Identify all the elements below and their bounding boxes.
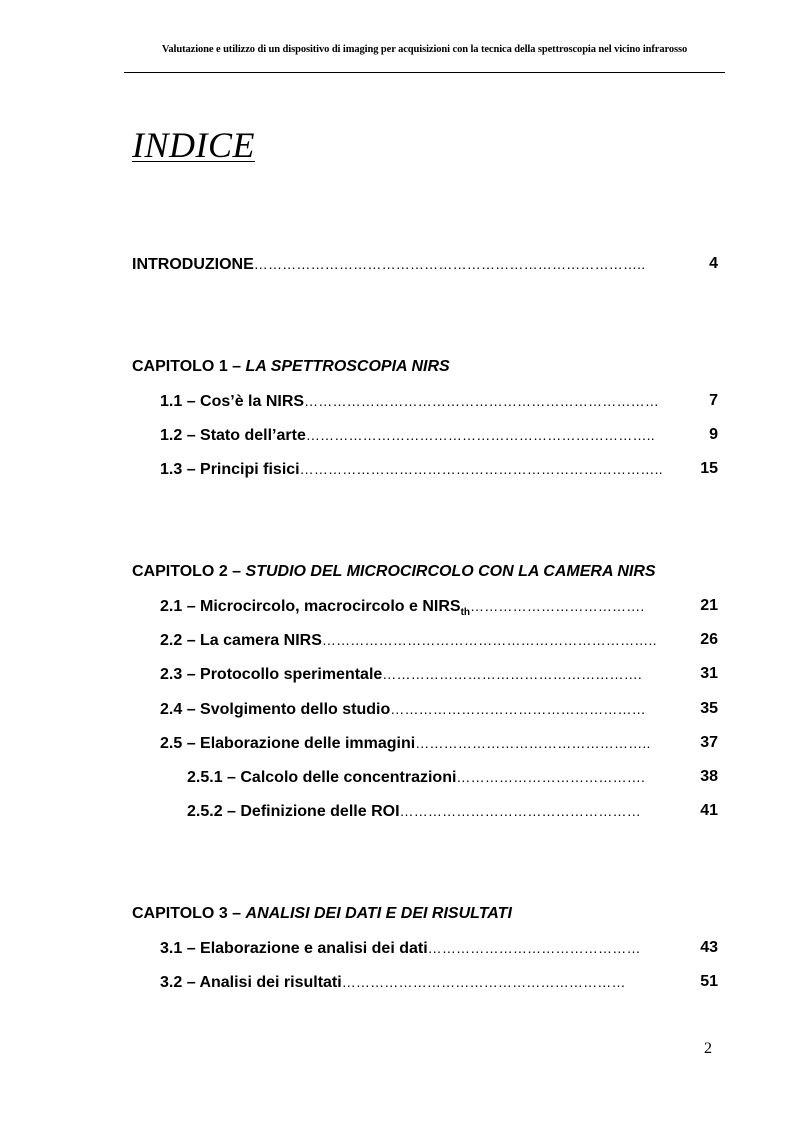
toc-page-number: 21	[700, 597, 718, 614]
toc-entry-2-2[interactable]	[160, 629, 718, 651]
leader-dots: ………………………………….	[456, 769, 646, 785]
toc-entry-2-4[interactable]	[160, 698, 718, 720]
toc-entry-1-2[interactable]	[160, 424, 718, 446]
toc-page-number: 37	[700, 734, 718, 751]
toc-entry-2-5-1[interactable]	[187, 766, 718, 788]
chapter-subtitle: STUDIO DEL MICROCIRCOLO CON LA CAMERA NIRS	[245, 563, 656, 580]
running-header: Valutazione e utilizzo di un dispositivo di imaging per acquisizioni con la tecnica della spettroscopia nel vicino infrarosso	[161, 44, 688, 55]
leader-dots: ………………………………………………………………..	[305, 427, 655, 443]
toc-page-number: 38	[700, 768, 718, 785]
toc-page-number: 41	[700, 802, 718, 819]
leader-dots: ………………………………………	[427, 940, 641, 956]
page-title: INDICE	[132, 125, 255, 165]
toc-entry-label: 2.4 – Svolgimento dello studio	[160, 701, 391, 718]
leader-dots: ………………………………………………	[390, 701, 646, 717]
toc-entry-label: 2.5.2 – Definizione delle ROI	[187, 803, 400, 820]
leader-dots: ………………………………………………………………………..	[253, 256, 646, 272]
toc-entry-label: 2.5 – Elaborazione delle immagini	[160, 735, 416, 752]
toc-entry-label: 2.3 – Protocollo sperimentale	[160, 666, 383, 683]
leader-dots: ……………………………………………….	[382, 666, 642, 682]
toc-entry-2-1[interactable]	[160, 595, 718, 617]
toc-entry-label: 2.5.1 – Calcolo delle concentrazioni	[187, 769, 457, 786]
toc-page-number: 51	[700, 973, 718, 990]
leader-dots: ……………………………………………………	[341, 974, 626, 990]
chapter-heading-1[interactable]	[132, 356, 450, 378]
toc-entry-introduction[interactable]	[132, 253, 718, 275]
toc-entry-1-3[interactable]	[160, 458, 718, 480]
toc-entry-label: 2.2 – La camera NIRS	[160, 632, 322, 649]
chapter-label: CAPITOLO 2 –	[132, 563, 246, 580]
toc-entry-2-5-2[interactable]	[187, 800, 718, 822]
toc-page-number: 15	[700, 460, 718, 477]
toc-entry-label: 3.1 – Elaborazione e analisi dei dati	[160, 940, 428, 957]
toc-entry-subscript: th	[460, 607, 471, 619]
toc-entry-1-1[interactable]	[160, 390, 718, 412]
toc-entry-label: 2.1 – Microcircolo, macrocircolo e NIRS	[160, 598, 461, 615]
toc-entry-2-5[interactable]	[160, 732, 718, 754]
toc-page-number: 4	[709, 255, 718, 272]
leader-dots: …………………………………………………………………	[304, 393, 660, 409]
leader-dots: …………………………………………………………………..	[299, 461, 663, 477]
chapter-heading-2[interactable]	[132, 561, 656, 583]
toc-page-number: 26	[700, 631, 718, 648]
chapter-heading-3[interactable]	[132, 903, 512, 925]
page-number: 2	[704, 1040, 712, 1057]
toc-page-number: 7	[709, 392, 718, 409]
chapter-subtitle: ANALISI DEI DATI E DEI RISULTATI	[245, 905, 512, 922]
toc-page-number: 9	[709, 426, 718, 443]
chapter-label: CAPITOLO 3 –	[132, 905, 246, 922]
chapter-subtitle: LA SPETTROSCOPIA NIRS	[245, 358, 450, 375]
leader-dots: ……………………………………………	[399, 803, 641, 819]
leader-dots: ……………………………….	[470, 598, 645, 614]
toc-entry-label: 3.2 – Analisi dei risultati	[160, 974, 342, 991]
toc-entry-3-2[interactable]	[160, 971, 718, 993]
toc-entry-label: 1.3 – Principi fisici	[160, 461, 300, 478]
toc-entry-label: 1.2 – Stato dell’arte	[160, 427, 306, 444]
toc-entry-label: 1.1 – Cos’è la NIRS	[160, 393, 305, 410]
toc-page-number: 35	[700, 700, 718, 717]
header-divider	[124, 72, 725, 73]
leader-dots: ……………………………………………………………..	[321, 632, 657, 648]
chapter-label: CAPITOLO 1 –	[132, 358, 246, 375]
toc-page-number: 43	[700, 939, 718, 956]
leader-dots: …………………………………………..	[415, 735, 651, 751]
toc-page-number: 31	[700, 665, 718, 682]
toc-entry-2-3[interactable]	[160, 663, 718, 685]
toc-entry-label: INTRODUZIONE	[132, 256, 254, 273]
toc-entry-3-1[interactable]	[160, 937, 718, 959]
